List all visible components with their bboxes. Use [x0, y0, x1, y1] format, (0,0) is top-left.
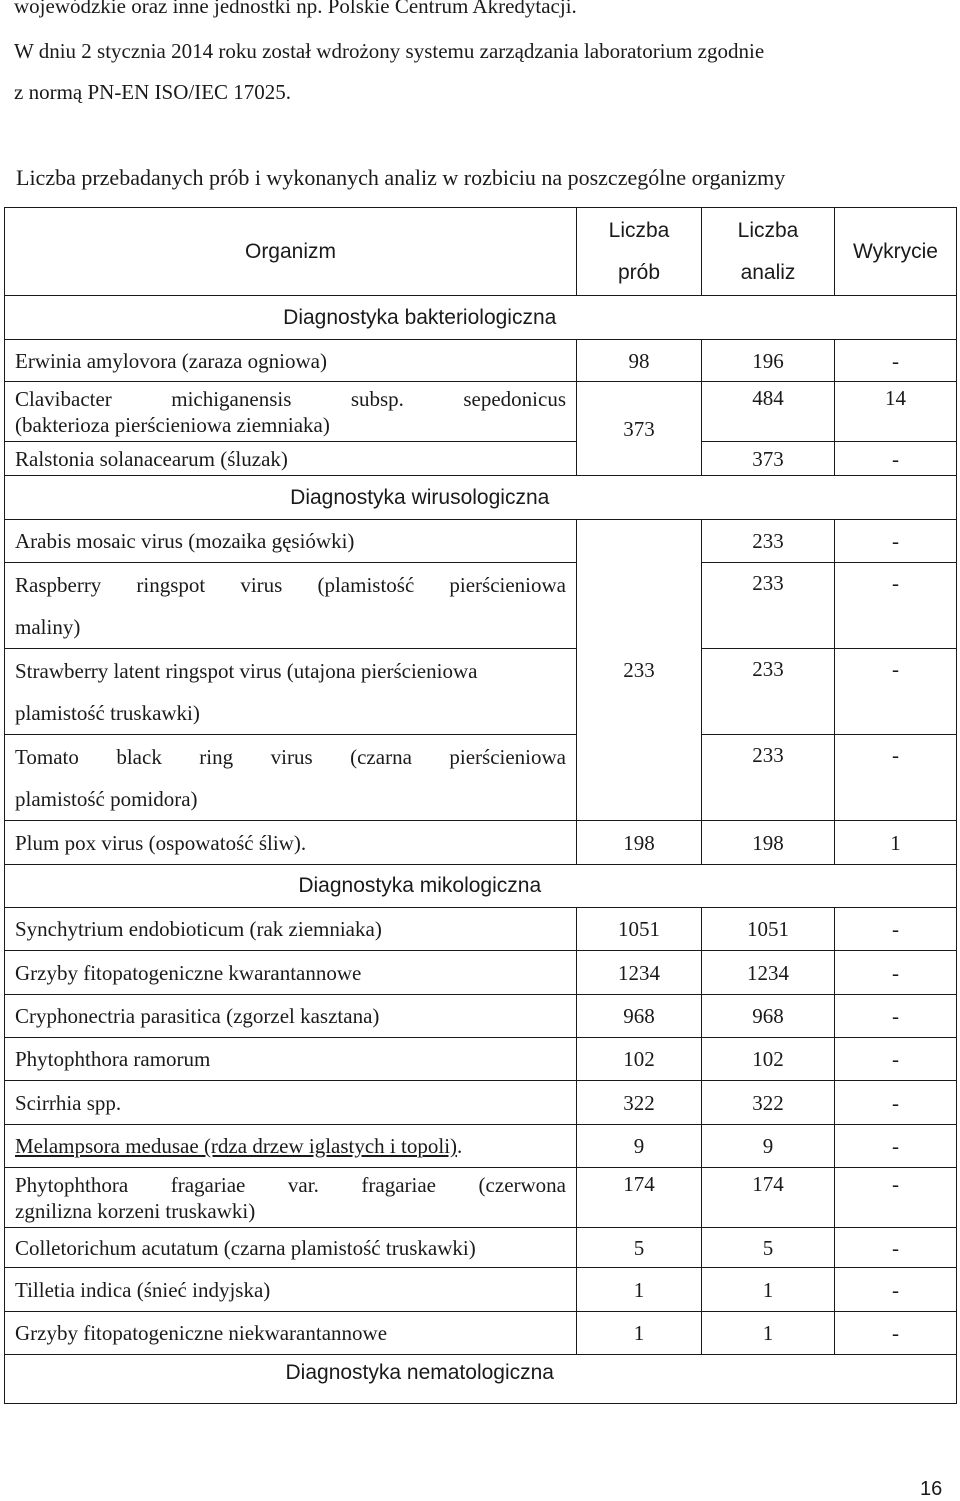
- header-organism: Organizm: [5, 208, 577, 296]
- page-number: 16: [920, 1478, 943, 1500]
- table-row: [5, 340, 957, 382]
- detection-cell: -: [835, 340, 957, 382]
- organism-name: Plum pox virus (ospowatość śliw).: [5, 821, 577, 865]
- intro-line-2: W dniu 2 stycznia 2014 roku został wdrożony systemu zarządzania laboratorium zgodnie: [14, 39, 765, 63]
- organism-name: Erwinia amylovora (zaraza ogniowa): [5, 340, 577, 382]
- samples-cell: 1234: [577, 951, 702, 995]
- detection-cell: -: [835, 908, 957, 951]
- detection-cell: -: [835, 442, 957, 476]
- detection-cell: 14: [835, 382, 957, 442]
- organism-name: Raspberry ringspot virus (plamistość pierścieniowa maliny): [5, 563, 577, 649]
- organism-name: Tomato black ring virus (czarna pierścieniowa plamistość pomidora): [5, 735, 577, 821]
- organisms-table: [4, 207, 957, 1404]
- analyses-cell: 5: [702, 1228, 835, 1268]
- detection-cell: -: [835, 1125, 957, 1168]
- samples-cell-shared: 233: [577, 520, 702, 821]
- section-row-nemato: [5, 1355, 957, 1404]
- samples-cell: 9: [577, 1125, 702, 1168]
- header-samples: Liczba prób: [577, 208, 702, 296]
- analyses-cell: 1: [702, 1312, 835, 1355]
- table-row: [5, 1312, 957, 1355]
- section-row-bacteria: [5, 296, 957, 340]
- organism-name: Synchytrium endobioticum (rak ziemniaka): [5, 908, 577, 951]
- samples-cell: 174: [577, 1168, 702, 1228]
- organism-name: Melampsora medusae (rdza drzew iglastych i topoli).: [5, 1125, 577, 1168]
- detection-cell: -: [835, 563, 957, 649]
- table-row: [5, 1038, 957, 1081]
- section-bacteria: Diagnostyka bakteriologiczna: [5, 296, 835, 340]
- detection-cell: -: [835, 1081, 957, 1125]
- organism-name: Scirrhia spp.: [5, 1081, 577, 1125]
- detection-cell: 1: [835, 821, 957, 865]
- samples-cell: 98: [577, 340, 702, 382]
- section-virus: Diagnostyka wirusologiczna: [5, 476, 835, 520]
- table-row: [5, 1125, 957, 1168]
- analyses-cell: 1051: [702, 908, 835, 951]
- table-row: [5, 995, 957, 1038]
- analyses-cell: 9: [702, 1125, 835, 1168]
- analyses-cell: 1: [702, 1268, 835, 1312]
- detection-cell: -: [835, 1228, 957, 1268]
- organism-name: Phytophthora ramorum: [5, 1038, 577, 1081]
- detection-cell: -: [835, 520, 957, 563]
- section-myco: Diagnostyka mikologiczna: [5, 865, 835, 908]
- samples-cell: 968: [577, 995, 702, 1038]
- table-row: [5, 442, 957, 476]
- organism-name: Phytophthora fragariae var. fragariae (czerwona zgnilizna korzeni truskawki): [5, 1168, 577, 1228]
- samples-cell: 198: [577, 821, 702, 865]
- organism-name: Strawberry latent ringspot virus (utajona pierścieniowa plamistość truskawki): [5, 649, 577, 735]
- analyses-cell: 233: [702, 563, 835, 649]
- organism-name: Colletorichum acutatum (czarna plamistość truskawki): [5, 1228, 577, 1268]
- table-row: [5, 1268, 957, 1312]
- analyses-cell: 1234: [702, 951, 835, 995]
- detection-cell: -: [835, 1312, 957, 1355]
- detection-cell: -: [835, 951, 957, 995]
- organism-name: Grzyby fitopatogeniczne kwarantannowe: [5, 951, 577, 995]
- section-nemato: Diagnostyka nematologiczna: [5, 1355, 835, 1404]
- table-row: [5, 1168, 957, 1228]
- analyses-cell: 233: [702, 520, 835, 563]
- analyses-cell: 233: [702, 649, 835, 735]
- detection-cell: -: [835, 735, 957, 821]
- table-title: Liczba przebadanych prób i wykonanych analiz w rozbiciu na poszczególne organizmy: [16, 165, 786, 190]
- table-header-row: [5, 208, 957, 296]
- samples-cell: 1051: [577, 908, 702, 951]
- samples-cell: 322: [577, 1081, 702, 1125]
- table-row: [5, 951, 957, 995]
- header-analyses: Liczba analiz: [702, 208, 835, 296]
- table-row: [5, 649, 957, 735]
- organism-name: Clavibacter michiganensis subsp. sepedonicus (bakterioza pierścieniowa ziemniaka): [5, 382, 577, 442]
- detection-cell: -: [835, 1168, 957, 1228]
- analyses-cell: 968: [702, 995, 835, 1038]
- organism-name: Cryphonectria parasitica (zgorzel kasztana): [5, 995, 577, 1038]
- detection-cell: -: [835, 1038, 957, 1081]
- analyses-cell: 174: [702, 1168, 835, 1228]
- analyses-cell: 322: [702, 1081, 835, 1125]
- samples-cell: 5: [577, 1228, 702, 1268]
- table-row: [5, 821, 957, 865]
- samples-cell-shared: 373: [577, 382, 702, 476]
- header-detection: Wykrycie: [835, 208, 957, 296]
- analyses-cell: 102: [702, 1038, 835, 1081]
- table-row: [5, 563, 957, 649]
- organism-name: Grzyby fitopatogeniczne niekwarantannowe: [5, 1312, 577, 1355]
- analyses-cell: 373: [702, 442, 835, 476]
- samples-cell: 1: [577, 1312, 702, 1355]
- organism-name: Arabis mosaic virus (mozaika gęsiówki): [5, 520, 577, 563]
- table-row: [5, 382, 957, 442]
- analyses-cell: 484: [702, 382, 835, 442]
- detection-cell: -: [835, 1268, 957, 1312]
- table-row: [5, 1081, 957, 1125]
- intro-line-3: z normą PN-EN ISO/IEC 17025.: [14, 80, 292, 104]
- table-row: [5, 520, 957, 563]
- table-row: [5, 735, 957, 821]
- intro-line-1: wojewódzkie oraz inne jednostki np. Polskie Centrum Akredytacji.: [14, 0, 577, 18]
- analyses-cell: 196: [702, 340, 835, 382]
- samples-cell: 1: [577, 1268, 702, 1312]
- table-row: [5, 1228, 957, 1268]
- section-row-virus: [5, 476, 957, 520]
- detection-cell: -: [835, 995, 957, 1038]
- section-row-myco: [5, 865, 957, 908]
- organism-name: Ralstonia solanacearum (śluzak): [5, 442, 577, 476]
- analyses-cell: 198: [702, 821, 835, 865]
- detection-cell: -: [835, 649, 957, 735]
- table-row: [5, 908, 957, 951]
- organism-name: Tilletia indica (śnieć indyjska): [5, 1268, 577, 1312]
- samples-cell: 102: [577, 1038, 702, 1081]
- analyses-cell: 233: [702, 735, 835, 821]
